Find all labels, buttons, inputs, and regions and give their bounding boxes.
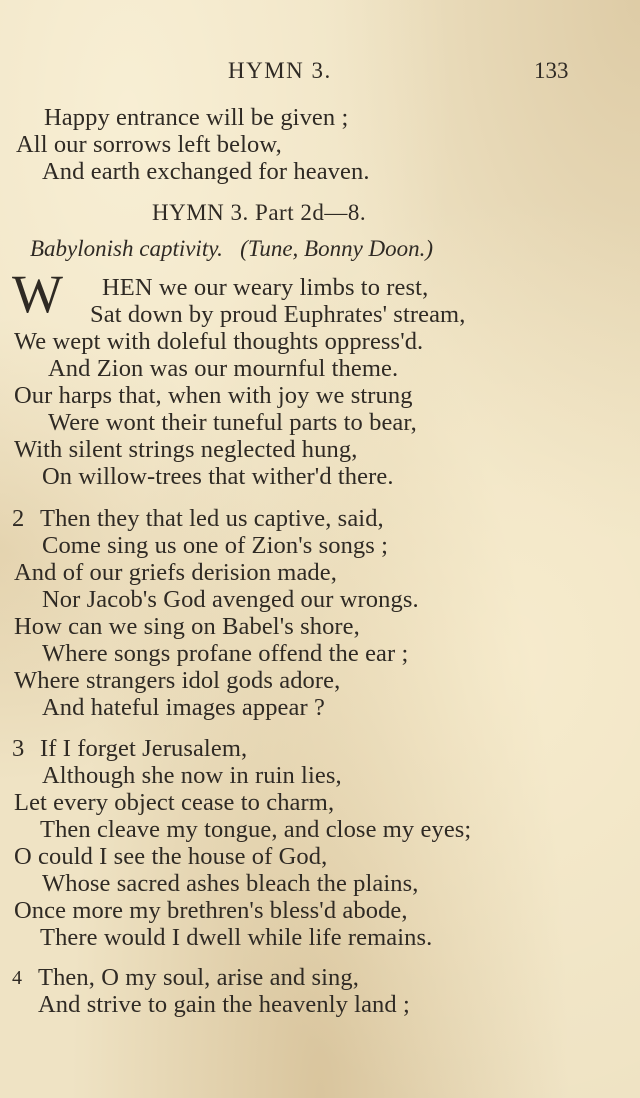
verse-2-line-4: Nor Jacob's God avenged our wrongs. xyxy=(42,586,419,613)
verse-3-line-5: O could I see the house of God, xyxy=(14,843,328,870)
verse-number: 3 xyxy=(12,735,25,762)
hymn-tune: (Tune, Bonny Doon.) xyxy=(240,236,434,261)
hymn-subtitle xyxy=(30,236,433,262)
verse-number: 4 xyxy=(12,967,22,989)
verse-1-line-4: And Zion was our mournful theme. xyxy=(48,355,399,382)
hymn-subject: Babylonish captivity. xyxy=(30,236,223,261)
verse-3-line-4: Then cleave my tongue, and close my eyes; xyxy=(40,816,472,843)
verse-1-line-1: HEN we our weary limbs to rest, xyxy=(102,274,429,301)
verse-1-line-6: Were wont their tuneful parts to bear, xyxy=(48,409,417,436)
verse-2-line-2: Come sing us one of Zion's songs ; xyxy=(42,532,389,559)
carryover-line-1: Happy entrance will be given ; xyxy=(44,104,349,131)
verse-3-line-3: Let every object cease to charm, xyxy=(14,789,335,816)
verse-1-line-2: Sat down by proud Euphrates' stream, xyxy=(90,301,466,328)
verse-2-line-1: Then they that led us captive, said, xyxy=(40,505,384,532)
carryover-line-2: All our sorrows left below, xyxy=(16,131,282,158)
verse-3-line-1: If I forget Jerusalem, xyxy=(40,735,248,762)
verse-number: 2 xyxy=(12,505,25,532)
verse-2-line-8: And hateful images appear ? xyxy=(42,694,325,721)
page-number: 133 xyxy=(534,58,569,83)
carryover-line-3: And earth exchanged for heaven. xyxy=(42,158,370,185)
verse-4-line-2: And strive to gain the heavenly land ; xyxy=(38,991,410,1018)
verse-3-line-7: Once more my brethren's bless'd abode, xyxy=(14,897,408,924)
verse-2-line-6: Where songs profane offend the ear ; xyxy=(42,640,409,667)
drop-cap: W xyxy=(12,264,63,324)
verse-1-line-7: With silent strings neglected hung, xyxy=(14,436,358,463)
verse-1-line-3: We wept with doleful thoughts oppress'd. xyxy=(14,328,424,355)
verse-2-line-7: Where strangers idol gods adore, xyxy=(14,667,341,694)
running-header: HYMN 3. xyxy=(228,58,332,83)
verse-3-line-6: Whose sacred ashes bleach the plains, xyxy=(42,870,419,897)
verse-4-line-1: Then, O my soul, arise and sing, xyxy=(38,964,359,991)
verse-1-line-5: Our harps that, when with joy we strung xyxy=(14,382,413,409)
verse-2-line-5: How can we sing on Babel's shore, xyxy=(14,613,360,640)
verse-2-line-3: And of our griefs derision made, xyxy=(14,559,337,586)
verse-3-line-2: Although she now in ruin lies, xyxy=(42,762,342,789)
verse-3-line-8: There would I dwell while life remains. xyxy=(40,924,433,951)
verse-1-line-8: On willow-trees that wither'd there. xyxy=(42,463,394,490)
hymn-title: HYMN 3. Part 2d—8. xyxy=(152,200,367,225)
